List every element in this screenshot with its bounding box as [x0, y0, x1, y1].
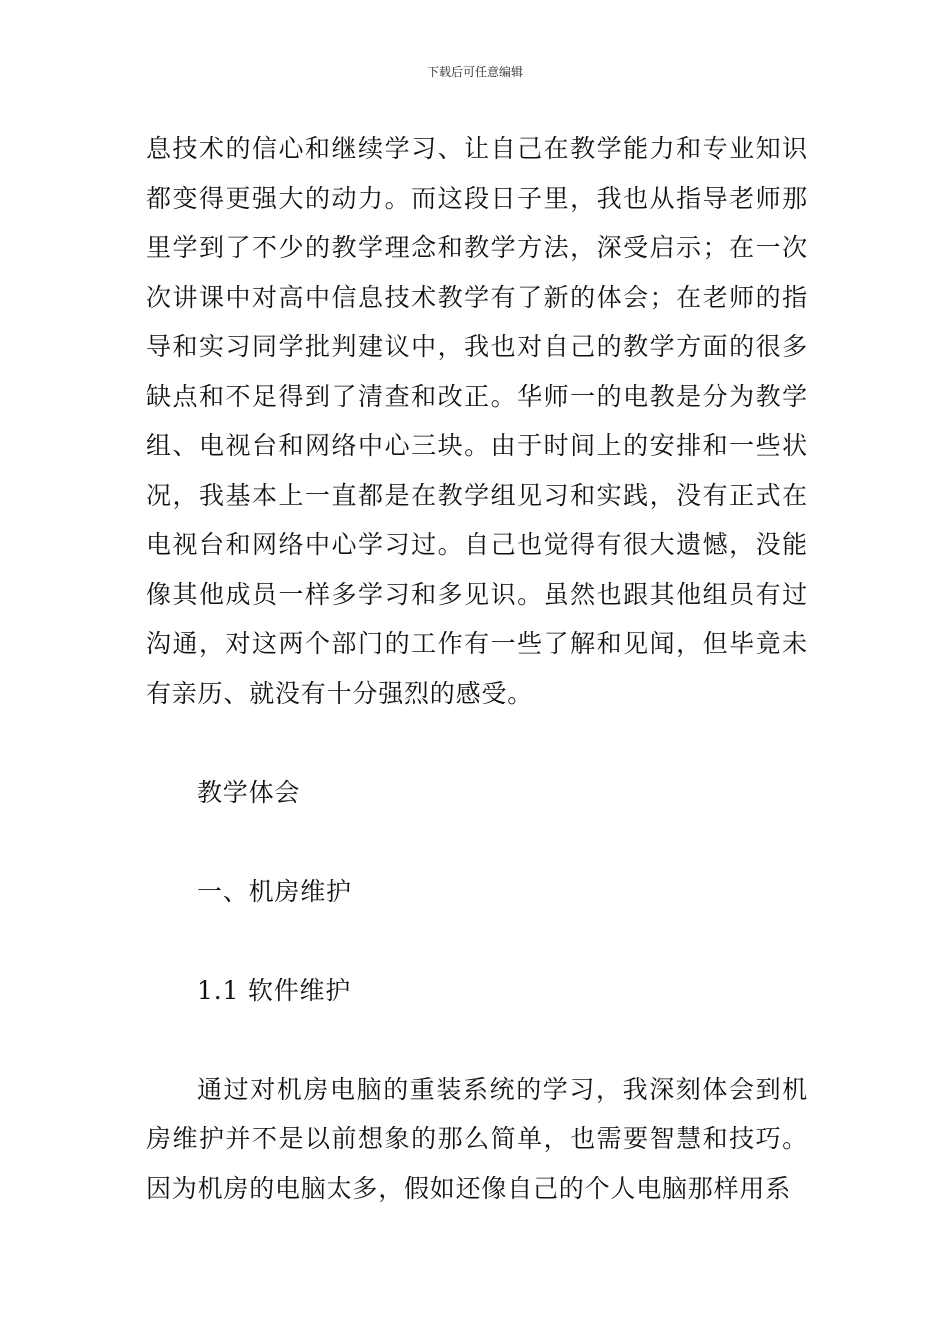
paragraph-gap — [146, 718, 808, 768]
section-heading-teaching-experience: 教学体会 — [197, 777, 301, 807]
section-heading-lab-maintenance: 一、机房维护 — [197, 876, 352, 906]
paragraph-gap — [146, 817, 808, 867]
subsection-heading-software-maintenance: 1.1 软件维护 — [197, 975, 352, 1005]
document-body — [146, 124, 808, 1213]
paragraph-gap — [146, 916, 808, 966]
page-header-note: 下载后可任意编辑 — [426, 65, 523, 79]
paragraph-software-maintenance: 通过对机房电脑的重装系统的学习，我深刻体会到机房维护并不是以前想象的那么简单，也需要智慧和技巧。因为机房的电脑太多，假如还像自己的个人电脑那样用系 — [146, 1074, 808, 1203]
paragraph-gap — [146, 1015, 808, 1065]
paragraph-continuation: 息技术的信心和继续学习、让自己在教学能力和专业知识都变得更强大的动力。而这段日子里，我也从指导老师那里学到了不少的教学理念和教学方法，深受启示；在一次次讲课中对高中信息技术教学有了新的体会；在老师的指导和实习同学批判建议中，我也对自己的教学方面的很多缺点和不足得到了清查和改正。华师一的电教是分为教学组、电视台和网络中心三块。由于时间上的安排和一些状况，我基本上一直都是在教学组见习和实践，没有正式在电视台和网络中心学习过。自己也觉得有很大遗憾，没能像其他成员一样多学习和多见识。虽然也跟其他组员有过沟通，对这两个部门的工作有一些了解和见闻，但毕竟未有亲历、就没有十分强烈的感受。 — [146, 134, 808, 708]
